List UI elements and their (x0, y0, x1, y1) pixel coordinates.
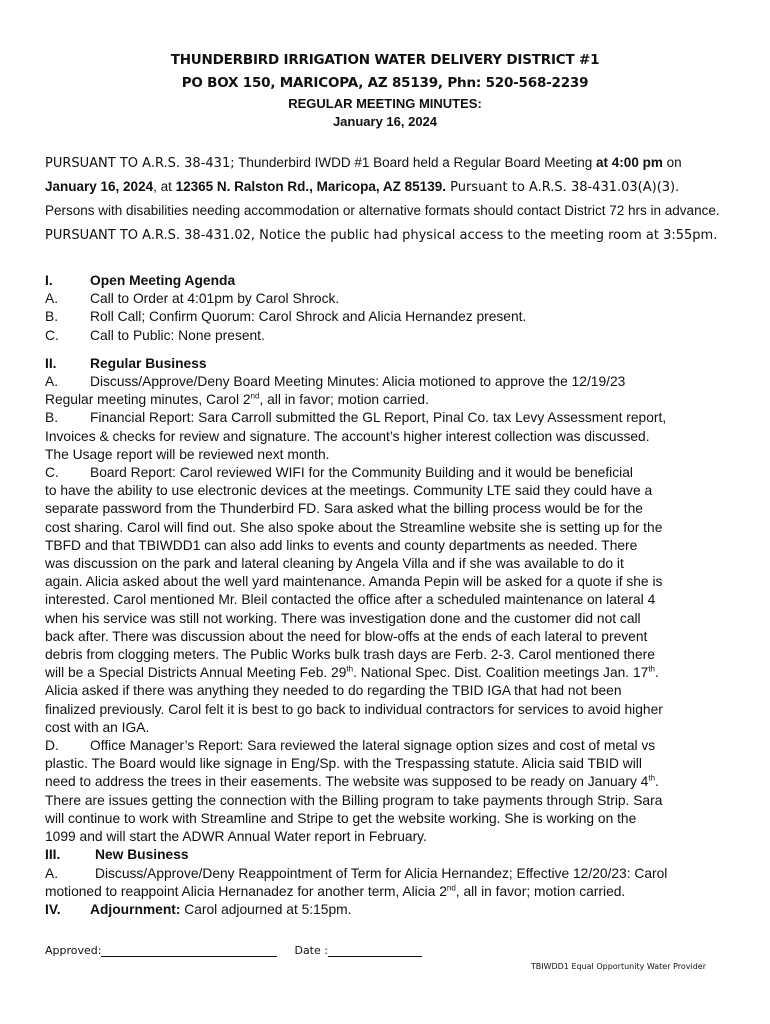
list-item (45, 464, 725, 482)
section-title: Open Meeting Agenda (90, 273, 236, 288)
item-label: A. (45, 865, 59, 881)
item-text: Call to Public: None present. (90, 327, 265, 343)
section-title: Adjournment: (90, 901, 181, 917)
item-text-line: There are issues getting the connection with the Billing program to take payments through Strip. Sara (45, 792, 663, 808)
item-label: A. (45, 291, 59, 307)
item-text-line: debris from clogging meters. The Public Works bulk trash days are Ferb. 2-3. Carol mentioned there (45, 647, 655, 663)
intro-location: 12365 N. Ralston Rd., Maricopa, AZ 85139. (175, 179, 446, 194)
text-run: . National Spec. Dist. Coalition meetings Jan. 17 (353, 665, 649, 681)
section-number: IV. (45, 901, 61, 917)
item-text-line: The Usage report will be reviewed next month. (45, 446, 330, 462)
item-text: Discuss/Approve/Deny Reappointment of Term for Alicia Hernandez; Effective 12/20/23: Carol (95, 865, 668, 881)
item-text-line: TBFD and that TBIWDD1 can also add links to events and county departments as needed. There (45, 537, 638, 553)
district-name: THUNDERBIRD IRRIGATION WATER DELIVERY DISTRICT #1 (170, 52, 600, 68)
meeting-date: January 16, 2024 (332, 114, 438, 129)
document-header (0, 49, 770, 131)
signature-block (45, 944, 422, 957)
item-label: C. (45, 465, 59, 481)
list-item (45, 865, 725, 883)
item-text: Discuss/Approve/Deny Board Meeting Minutes: Alicia motioned to approve the 12/19/23 (90, 374, 626, 390)
item-text: Financial Report: Sara Carroll submitted the GL Report, Pinal Co. tax Levy Assessment report, (90, 410, 667, 426)
item-text-line: back after. There was discussion about the need for blow-offs at the ends of each lateral to prevent (45, 628, 648, 644)
list-item (45, 327, 725, 345)
text-run: . (655, 774, 659, 790)
item-text-line: to have the ability to use electronic devices at the meetings. Community LTE said they could have a (45, 483, 653, 499)
item-text: Board Report: Carol reviewed WIFI for the Community Building and it would be beneficial (90, 465, 633, 481)
item-text-line: plastic. The Board would like signage in Eng/Sp. with the Trespassing statute. Alicia said TBID will (45, 756, 642, 772)
item-text-line: separate password from the Thunderbird FD. Sara asked what the billing process would be for the (45, 501, 643, 517)
item-text-line: Alicia asked if there was anything they needed to do regarding the TBID IGA that had not been (45, 683, 622, 699)
item-text-line (45, 773, 725, 791)
item-label: B. (45, 309, 59, 325)
list-item (45, 737, 725, 755)
district-address: PO BOX 150, MARICOPA, AZ 85139, Phn: 520-568-2239 (181, 75, 589, 91)
text-run: . (655, 665, 659, 681)
item-label: C. (45, 327, 59, 343)
item-text-line: again. Alicia asked about the well yard maintenance. Amanda Pepin will be asked for a quote if she is (45, 574, 663, 590)
item-text-line (45, 883, 725, 901)
item-text-line: 1099 and will start the ADWR Annual Water report in February. (45, 829, 427, 845)
footer-note: TBIWDD1 Equal Opportunity Water Provider (530, 962, 706, 971)
section-heading (45, 355, 725, 373)
superscript: nd (446, 883, 456, 893)
superscript: th (346, 664, 354, 674)
text-run: , all in favor; motion carried. (455, 883, 626, 899)
item-text-line: finalized previously. Carol felt it is best to go back to individual contractors for services to avoid higher (45, 701, 663, 717)
text-run: motioned to reappoint Alicia Hernanadez for another term, Alicia 2 (45, 883, 447, 899)
item-text: Carol adjourned at 5:15pm. (180, 901, 352, 917)
item-text-line: when his service was still not working. There was investigation done and the customer did not call (45, 610, 641, 626)
minutes-title: REGULAR MEETING MINUTES: (288, 96, 482, 111)
item-text-line: cost sharing. Carol will find out. She also spoke about the Streamline website she is setting up for the (45, 519, 663, 535)
item-label: B. (45, 410, 59, 426)
approved-signature-line[interactable] (101, 945, 277, 957)
list-item (45, 290, 725, 308)
section-title: Regular Business (90, 355, 207, 371)
item-label: A. (45, 374, 59, 390)
item-label: D. (45, 738, 59, 754)
intro-accommodation: Persons with disabilities needing accommodation or alternative formats should contact District 72 hrs in advance. (45, 203, 720, 218)
item-text-line: cost with an IGA. (45, 719, 150, 735)
minutes-body (45, 272, 725, 919)
list-item (45, 373, 725, 391)
section-heading (45, 901, 725, 919)
text-run: , all in favor; motion carried. (259, 392, 429, 408)
item-text-line (45, 391, 725, 409)
list-item (45, 409, 725, 427)
item-text-line (45, 664, 725, 682)
intro-statute: PURSUANT TO A.R.S. 38-431; (45, 156, 235, 171)
spacer (45, 345, 725, 355)
intro-notice: PURSUANT TO A.R.S. 38-431.02, Notice the public had physical access to the meeting room at 3:55pm. (45, 228, 718, 243)
intro-time: at 4:00 pm (596, 155, 663, 170)
intro-date: January 16, 2024 (45, 179, 154, 194)
item-text-line: interested. Carol mentioned Mr. Bleil contacted the office after a scheduled maintenance on lateral 4 (45, 592, 656, 608)
intro-text: on (662, 155, 682, 170)
text-run: need to address the trees in their easements. The website was supposed to be ready on January 4 (45, 774, 649, 790)
item-text: Office Manager’s Report: Sara reviewed the lateral signage option sizes and cost of metal vs (90, 738, 656, 754)
date-line[interactable] (328, 945, 422, 957)
section-heading (45, 846, 725, 864)
approved-label: Approved: (45, 944, 102, 957)
intro-statute: Pursuant to A.R.S. 38-431.03(A)(3). (445, 180, 680, 195)
section-number: II. (45, 355, 57, 371)
section-number: III. (45, 847, 61, 863)
section-number: I. (45, 273, 53, 288)
section-heading (45, 272, 725, 290)
item-text-line: was discussion on the park and lateral cleaning by Angela Villa and if she was available to do it (45, 556, 624, 572)
intro-text: , at (153, 179, 176, 194)
superscript: th (648, 664, 655, 674)
text-run: will be a Special Districts Annual Meeting Feb. 29 (45, 665, 347, 681)
list-item (45, 308, 725, 326)
intro-text: Thunderbird IWDD #1 Board held a Regular Board Meeting (234, 155, 597, 170)
date-label: Date : (294, 944, 328, 957)
item-text-line: will continue to work with Streamline and Stripe to get the website working. She is working on the (45, 810, 637, 826)
superscript: th (648, 773, 656, 783)
item-text: Roll Call; Confirm Quorum: Carol Shrock and Alicia Hernandez present. (90, 309, 527, 325)
text-run: Regular meeting minutes, Carol 2 (45, 392, 251, 408)
intro-paragraph (45, 151, 725, 247)
item-text: Call to Order at 4:01pm by Carol Shrock. (90, 291, 340, 307)
item-text-line: Invoices & checks for review and signature. The account’s higher interest collection was discussed. (45, 428, 650, 444)
superscript: nd (250, 391, 260, 401)
section-title: New Business (95, 847, 189, 863)
